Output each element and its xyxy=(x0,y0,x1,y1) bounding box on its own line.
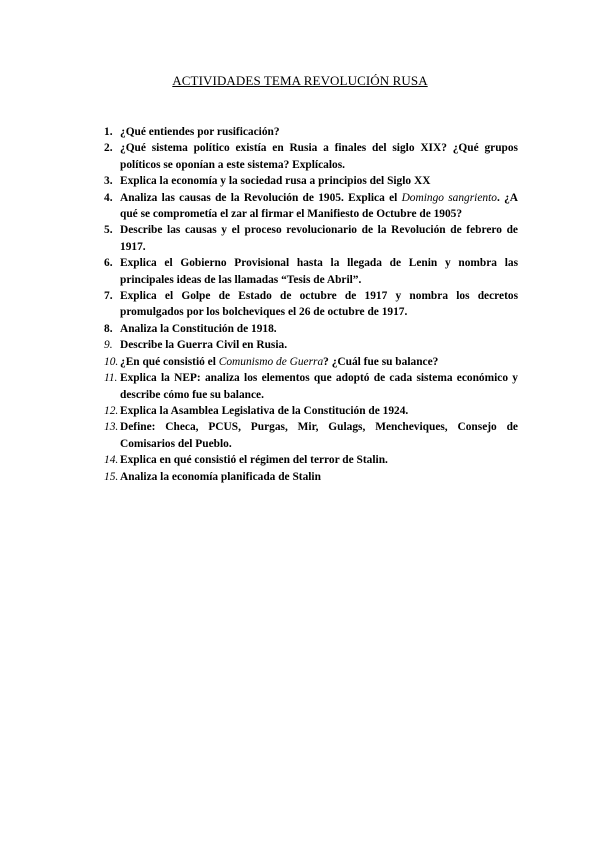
item-number: 4. xyxy=(104,191,113,204)
activity-item xyxy=(88,321,518,337)
item-number: 11. xyxy=(104,372,118,385)
activity-item xyxy=(88,354,518,370)
item-number: 1. xyxy=(104,126,113,138)
activity-item xyxy=(88,190,518,223)
item-text: Explica la Asamblea Legislativa de la Constitución de 1924. xyxy=(120,404,409,417)
item-number: 5. xyxy=(104,224,113,237)
item-text: Explica el Golpe de Estado de octubre de 1917 y nombra los decretos promulgados por los bolcheviques el 26 de octubre de 1917. xyxy=(120,290,518,319)
item-text: Explica la economía y la sociedad rusa a principios del Siglo XX xyxy=(120,175,431,188)
activity-item xyxy=(88,255,518,288)
item-text: Explica el Gobierno Provisional hasta la llegada de Lenin y nombra las principales ideas de las llamadas “Tesis de Abril”. xyxy=(120,257,518,286)
item-text-italic: Domingo sangriento xyxy=(401,191,497,204)
activity-item xyxy=(88,222,518,255)
item-text: Analiza la Constitución de 1918. xyxy=(120,322,277,335)
item-number: 10. xyxy=(104,355,119,368)
item-number: 15. xyxy=(104,470,119,483)
activity-item xyxy=(88,288,518,321)
page-title: ACTIVIDADES TEMA REVOLUCIÓN RUSA xyxy=(172,73,428,88)
item-text: ¿En qué consistió el xyxy=(120,355,219,368)
item-number: 9. xyxy=(104,339,113,352)
item-text: . ¿A qué se comprometía el zar al firmar el Manifiesto de Octubre de 1905? xyxy=(120,191,519,221)
item-number: 8. xyxy=(104,322,113,335)
activity-item xyxy=(88,419,518,452)
item-text: ? ¿Cuál fue su balance? xyxy=(323,355,439,368)
item-number: 2. xyxy=(104,142,113,155)
item-number: 3. xyxy=(104,175,113,188)
item-number: 12. xyxy=(104,404,119,417)
item-number: 6. xyxy=(104,257,113,270)
item-text: ¿Qué sistema político existía en Rusia a finales del siglo XIX? ¿Qué grupos políticos se oponían a este sistema? Explícalos. xyxy=(120,142,518,171)
item-text: Define: Checa, PCUS, Purgas, Mir, Gulags, Mencheviques, Consejo de Comisarios del Pueblo. xyxy=(120,421,518,450)
activity-item xyxy=(88,452,518,468)
activity-item xyxy=(88,403,518,419)
item-text-italic: Comunismo de Guerra xyxy=(218,355,324,368)
item-number: 7. xyxy=(104,290,113,303)
activity-item xyxy=(88,173,518,189)
activity-item xyxy=(88,337,518,353)
item-number: 14. xyxy=(104,454,119,467)
item-text: Analiza la economía planificada de Stalin xyxy=(120,470,321,483)
item-text: Analiza las causas de la Revolución de 1905. Explica el xyxy=(120,191,402,204)
item-text: Describe las causas y el proceso revolucionario de la Revolución de febrero de 1917. xyxy=(120,224,518,253)
item-text: Describe la Guerra Civil en Rusia. xyxy=(120,339,288,352)
activity-list xyxy=(88,124,518,485)
activity-item xyxy=(88,370,518,403)
activity-item xyxy=(88,140,518,173)
activity-item xyxy=(88,124,518,140)
item-text: ¿Qué entiendes por rusificación? xyxy=(120,126,280,138)
item-text: Explica la NEP: analiza los elementos que adoptó de cada sistema económico y describe cómo fue su balance. xyxy=(120,372,518,401)
item-number: 13. xyxy=(104,421,119,434)
activity-item xyxy=(88,469,518,485)
item-text: Explica en qué consistió el régimen del terror de Stalin. xyxy=(120,454,388,467)
